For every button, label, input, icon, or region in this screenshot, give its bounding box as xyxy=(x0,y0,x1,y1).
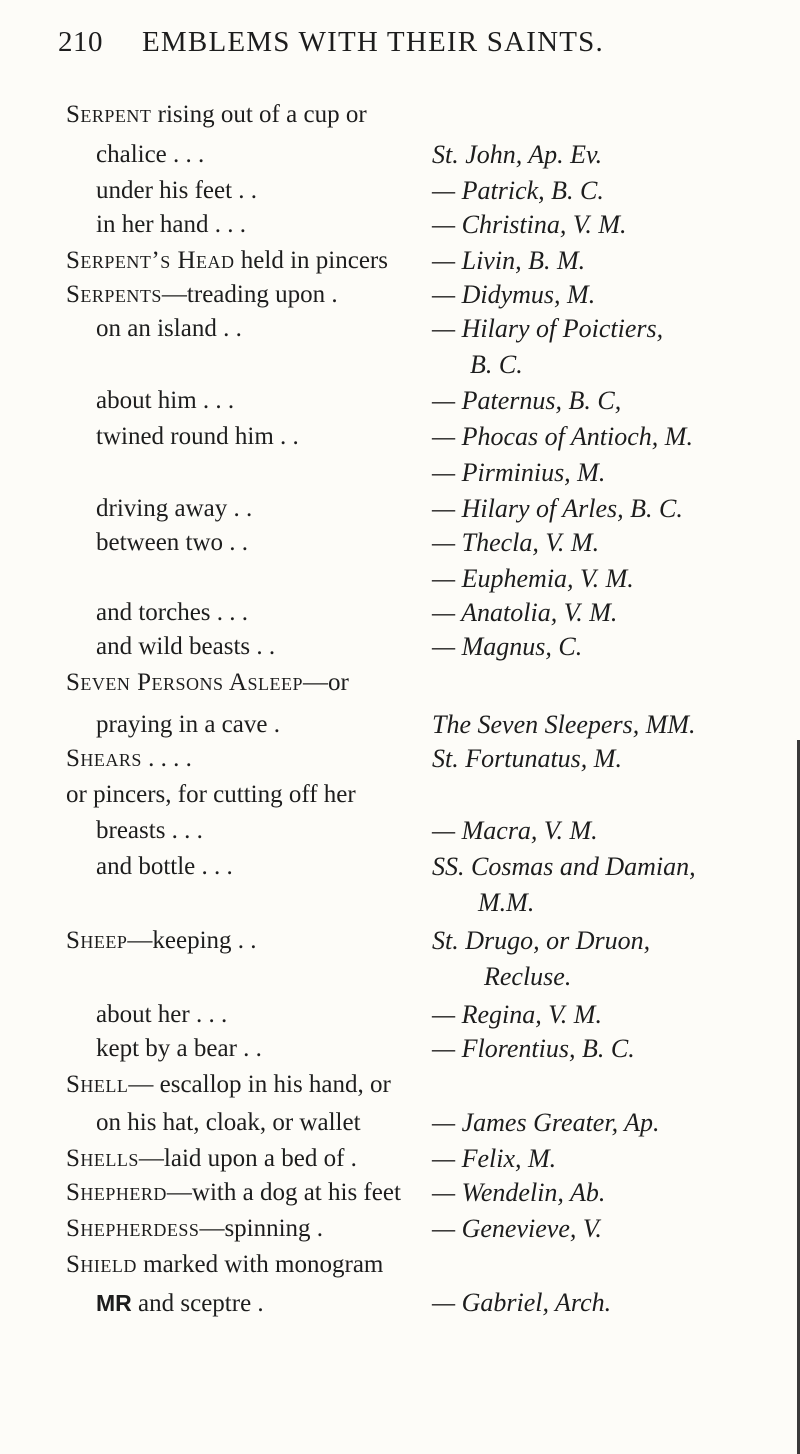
entry-text: Serpents—treading upon . xyxy=(66,281,338,308)
saint-name: St. John, Ap. Ev. xyxy=(432,140,603,169)
entry-text: Seven Persons Asleep—or xyxy=(66,669,349,696)
entry-text: about her . . . xyxy=(96,1001,228,1028)
saint-name: St. Drugo, or Druon, xyxy=(432,926,651,955)
saint-name: — James Greater, Ap. xyxy=(432,1108,660,1137)
entry-text: Shepherd—with a dog at his feet xyxy=(66,1179,401,1206)
entry-line xyxy=(0,884,800,922)
entry-line xyxy=(0,1140,800,1178)
entry-text: under his feet . . xyxy=(96,177,258,204)
entry-text: and torches . . . xyxy=(96,599,249,626)
entry-line xyxy=(0,560,800,598)
entry-text: in her hand . . . xyxy=(96,211,246,238)
entry-line xyxy=(0,740,800,778)
entry-text: kept by a bear . . xyxy=(96,1035,262,1062)
saint-name: — Genevieve, V. xyxy=(432,1214,602,1243)
monogram: MR xyxy=(96,1290,132,1316)
entry-line xyxy=(0,1246,800,1284)
running-title: EMBLEMS WITH THEIR SAINTS. xyxy=(142,26,604,58)
saint-name: — Macra, V. M. xyxy=(432,816,598,845)
entry-text: Serpent’s Head held in pincers xyxy=(66,247,388,274)
entry-line xyxy=(0,310,800,348)
entry-line xyxy=(0,206,800,244)
entry-line xyxy=(0,382,800,420)
entry-text: or pincers, for cutting off her xyxy=(66,781,356,808)
entry-line xyxy=(0,1284,800,1322)
entry-line xyxy=(0,418,800,456)
saint-name: — Gabriel, Arch. xyxy=(432,1288,612,1317)
entry-line xyxy=(0,776,800,814)
entry-text: Serpent rising out of a cup or xyxy=(66,101,367,128)
entry-line xyxy=(0,1174,800,1212)
entry-text: Sheep—keeping . . xyxy=(66,927,257,954)
saint-name: — Felix, M. xyxy=(432,1144,557,1173)
page-number: 210 xyxy=(58,26,103,58)
entry-text: Shells—laid upon a bed of . xyxy=(66,1145,357,1172)
entry-text: praying in a cave . xyxy=(96,711,280,738)
entry-line xyxy=(0,628,800,666)
saint-name: — Hilary of Poictiers, xyxy=(432,314,664,343)
saint-name: — Thecla, V. M. xyxy=(432,528,600,557)
entry-line xyxy=(0,812,800,850)
saint-name: — Wendelin, Ab. xyxy=(432,1178,606,1207)
entry-line xyxy=(0,1030,800,1068)
entry-text: Shears . . . . xyxy=(66,745,192,772)
saint-name: — Anatolia, V. M. xyxy=(432,598,618,627)
saint-name: SS. Cosmas and Damian, xyxy=(432,852,696,881)
saint-name: — Phocas of Antioch, M. xyxy=(432,422,693,451)
saint-name: Recluse. xyxy=(484,962,572,991)
entry-line xyxy=(0,454,800,492)
entry-text: Shepherdess—spinning . xyxy=(66,1215,324,1242)
entry-line xyxy=(0,996,800,1034)
entry-line xyxy=(0,524,800,562)
saint-name: — Didymus, M. xyxy=(432,280,596,309)
entry-text: twined round him . . xyxy=(96,423,299,450)
entry-text: and bottle . . . xyxy=(96,853,233,880)
entry-line xyxy=(0,136,800,174)
entry-text: MR and sceptre . xyxy=(96,1290,264,1317)
entry-line xyxy=(0,594,800,632)
entry-line xyxy=(0,1104,800,1142)
entry-line xyxy=(0,958,800,996)
entry-line xyxy=(0,1210,800,1248)
entry-text: chalice . . . xyxy=(96,141,205,168)
entry-line xyxy=(0,1066,800,1104)
entry-line xyxy=(0,490,800,528)
entry-line xyxy=(0,848,800,886)
saint-name: — Christina, V. M. xyxy=(432,210,627,239)
entry-text: breasts . . . xyxy=(96,817,203,844)
saint-name: M.M. xyxy=(478,888,535,917)
entry-text: Shield marked with monogram xyxy=(66,1251,384,1278)
saint-name: — Euphemia, V. M. xyxy=(432,564,634,593)
saint-name: — Florentius, B. C. xyxy=(432,1034,635,1063)
saint-name: The Seven Sleepers, MM. xyxy=(432,710,696,739)
saint-name: — Pirminius, M. xyxy=(432,458,606,487)
entry-line xyxy=(0,706,800,744)
entry-line xyxy=(0,346,800,384)
entry-text: and wild beasts . . xyxy=(96,633,276,660)
saint-name: — Magnus, C. xyxy=(432,632,583,661)
entry-line xyxy=(0,276,800,314)
entry-line xyxy=(0,922,800,960)
entry-text: about him . . . xyxy=(96,387,235,414)
entry-text: driving away . . xyxy=(96,495,253,522)
saint-name: St. Fortunatus, M. xyxy=(432,744,622,773)
saint-name: — Regina, V. M. xyxy=(432,1000,602,1029)
entry-text: Shell— escallop in his hand, or xyxy=(66,1071,391,1098)
entry-line xyxy=(0,664,800,702)
entry-line xyxy=(0,172,800,210)
entry-text: on an island . . xyxy=(96,315,242,342)
saint-name: B. C. xyxy=(470,350,523,379)
entry-text: on his hat, cloak, or wallet xyxy=(96,1109,361,1136)
entry-line xyxy=(0,242,800,280)
saint-name: — Paternus, B. C, xyxy=(432,386,622,415)
entry-line xyxy=(0,96,800,134)
saint-name: — Hilary of Arles, B. C. xyxy=(432,494,683,523)
entry-text: between two . . xyxy=(96,529,249,556)
saint-name: — Livin, B. M. xyxy=(432,246,586,275)
saint-name: — Patrick, B. C. xyxy=(432,176,604,205)
